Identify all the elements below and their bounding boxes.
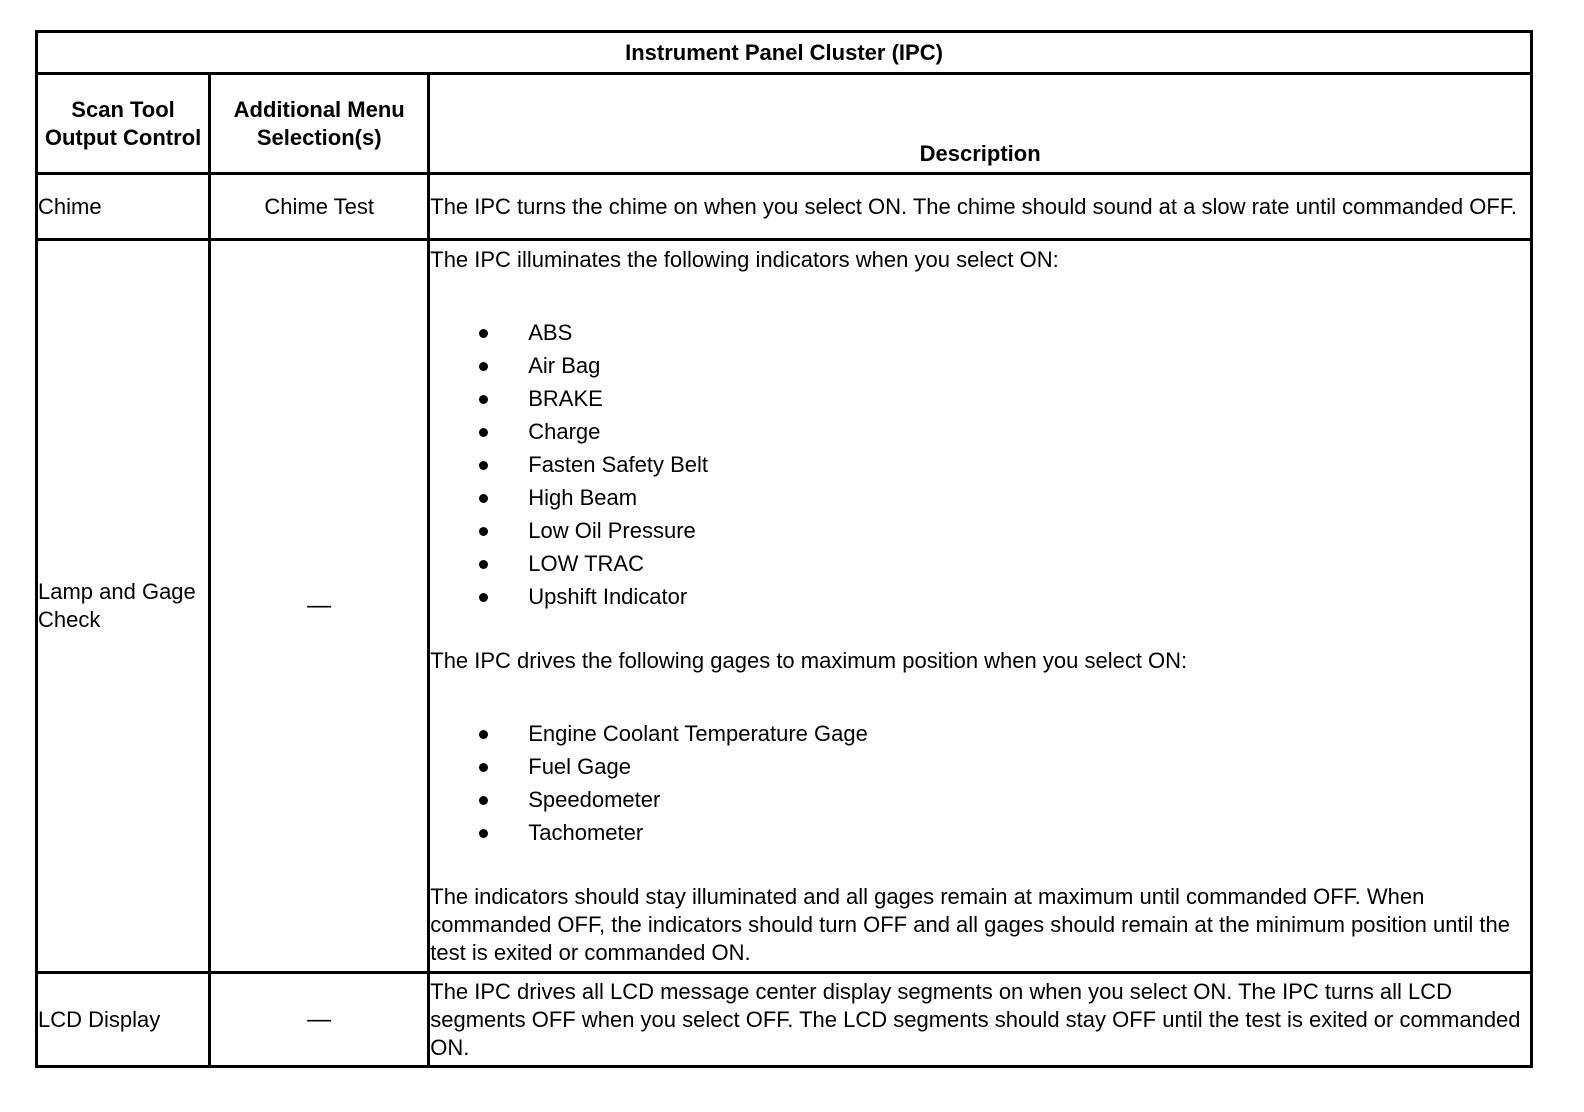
list-item-label: Tachometer <box>528 819 644 845</box>
bullet-icon <box>479 494 488 503</box>
cell-control-lcd: LCD Display <box>37 973 210 1067</box>
indicator-list <box>430 316 1530 613</box>
gage-list <box>430 717 1530 849</box>
list-item <box>430 481 1530 514</box>
list-item <box>430 448 1530 481</box>
list-item-label: Low Oil Pressure <box>528 517 696 543</box>
indicators-intro: The IPC illuminates the following indicators when you select ON: <box>430 246 1059 272</box>
list-item <box>430 580 1530 613</box>
gages-intro: The IPC drives the following gages to maximum position when you select ON: <box>430 647 1188 673</box>
cell-description-lcd: The IPC drives all LCD message center display segments on when you select ON. The IPC turns all LCD segments OFF when you select OFF. The LCD segments should stay OFF until the test is exited or commanded ON. <box>429 973 1532 1067</box>
bullet-icon <box>479 527 488 536</box>
list-item-label: Engine Coolant Temperature Gage <box>528 720 868 746</box>
list-item <box>430 717 1530 750</box>
table-row-lamp-gage-check <box>37 240 1532 973</box>
closing-paragraph: The indicators should stay illuminated and all gages remain at maximum until commanded OFF. When commanded OFF, the indicators should turn OFF and all gages should remain at the minimum position until the test is exited or commanded ON. <box>430 883 1511 965</box>
bullet-icon <box>479 763 488 772</box>
list-item <box>430 382 1530 415</box>
cell-description-chime: The IPC turns the chime on when you select ON. The chime should sound at a slow rate until commanded OFF. <box>429 174 1532 240</box>
bullet-icon <box>479 362 488 371</box>
bullet-icon <box>479 593 488 602</box>
cell-menu-lamp-gage <box>210 240 429 973</box>
cell-control-lamp-gage: Lamp and Gage Check <box>37 240 210 973</box>
bullet-icon <box>479 329 488 338</box>
cell-control-chime: Chime <box>37 174 210 240</box>
list-item-label: High Beam <box>528 484 638 510</box>
list-item <box>430 316 1530 349</box>
list-item-label: Charge <box>528 418 601 444</box>
list-item <box>430 816 1530 849</box>
list-item-label: Air Bag <box>528 352 601 378</box>
list-item-label: Fuel Gage <box>528 753 631 779</box>
cell-description-lamp-gage <box>429 240 1532 973</box>
list-item-label: ABS <box>528 319 573 345</box>
list-item <box>430 415 1530 448</box>
cell-menu-lcd <box>210 973 429 1067</box>
list-item-label: Speedometer <box>528 786 661 812</box>
bullet-icon <box>479 829 488 838</box>
bullet-icon <box>479 796 488 805</box>
list-item-label: Fasten Safety Belt <box>528 451 709 477</box>
header-output-control: Scan Tool Output Control <box>37 74 210 174</box>
list-item <box>430 349 1530 382</box>
menu-dash: — <box>307 1005 332 1033</box>
bullet-icon <box>479 730 488 739</box>
header-menu-selection: Additional Menu Selection(s) <box>210 74 429 174</box>
bullet-icon <box>479 560 488 569</box>
list-item-label: BRAKE <box>528 385 603 411</box>
bullet-icon <box>479 461 488 470</box>
list-item <box>430 514 1530 547</box>
list-item-label: LOW TRAC <box>528 550 644 576</box>
table-row-chime <box>37 174 1532 240</box>
bullet-icon <box>479 395 488 404</box>
table-row-lcd-display <box>37 973 1532 1067</box>
cell-menu-chime: Chime Test <box>210 174 429 240</box>
menu-dash: — <box>307 592 332 619</box>
list-item <box>430 547 1530 580</box>
list-item <box>430 783 1530 816</box>
table-title: Instrument Panel Cluster (IPC) <box>37 32 1532 74</box>
list-item-label: Upshift Indicator <box>528 583 688 609</box>
list-item <box>430 750 1530 783</box>
ipc-output-control-table <box>35 30 1533 1068</box>
header-description: Description <box>429 74 1532 174</box>
bullet-icon <box>479 428 488 437</box>
